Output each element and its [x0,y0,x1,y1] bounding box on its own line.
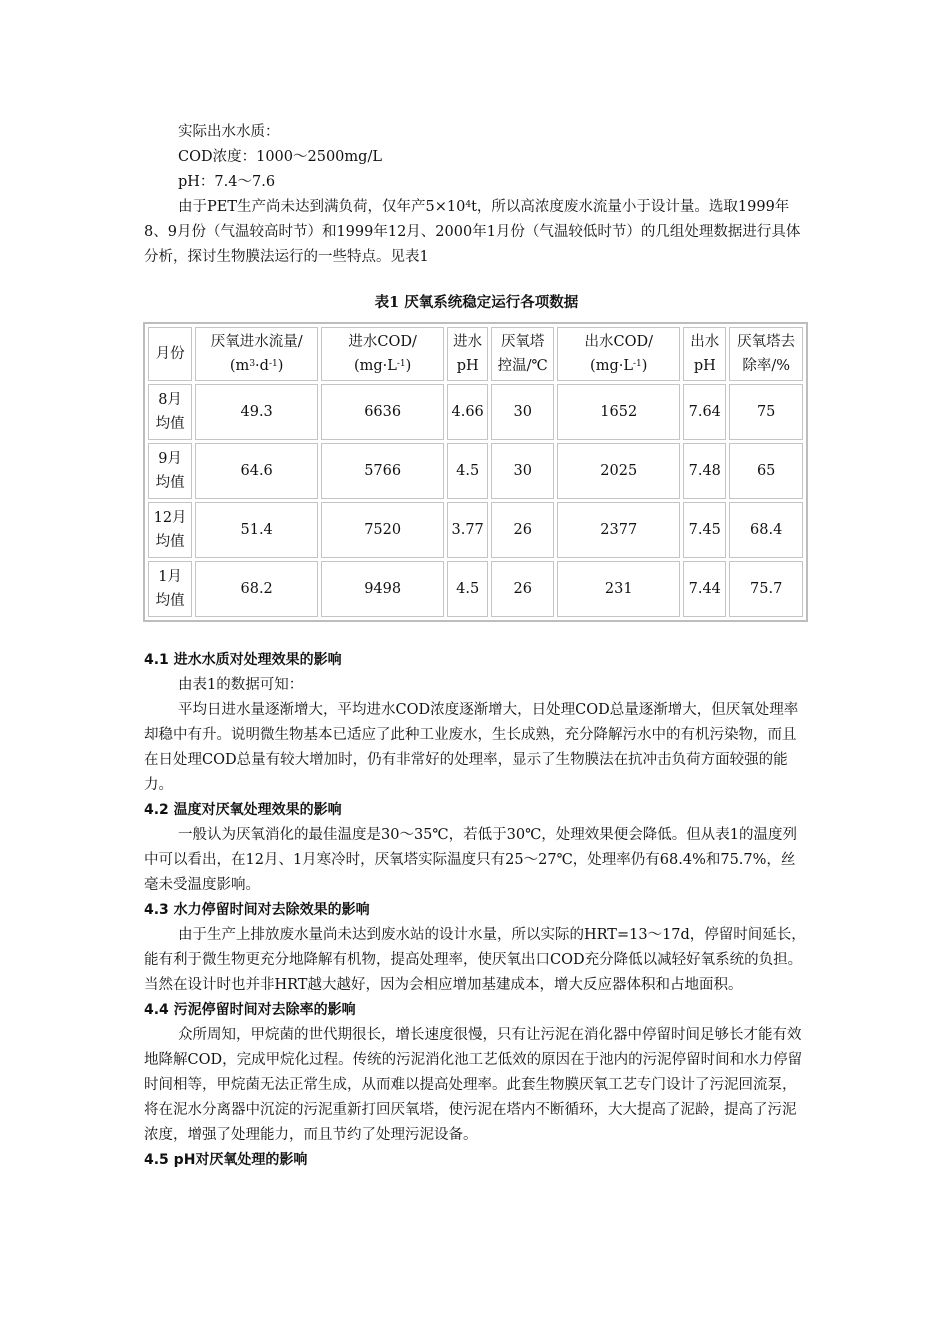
cell-month: 9月 均值 [148,443,192,499]
section-4-3-body: 由于生产上排放废水量尚未达到废水站的设计水量，所以实际的HRT=13～17d，停留时间延长，能有利于微生物更充分地降解有机物，提高处理率，使厌氧出口COD充分降低以减轻好氧系统的负担。当然在设计时也并非HRT越大越好，因为会相应增加基建成本，增大反应器体积和占地面积。 [144,927,806,993]
table-row [148,443,803,499]
header-cod-out: 出水COD/ $(mg\cdot L^{-1})$ [557,327,680,381]
cell-temp: 26 [491,561,554,617]
cell-ph-out: 7.45 [683,502,726,558]
cell-flow: 68.2 [195,561,318,617]
cell-month: 12月 均值 [148,502,192,558]
section-4-1-title: 4.1 进水水质对处理效果的影响 [144,652,342,668]
anaerobic-data-table [143,322,808,622]
section-4-5-title: 4.5 pH对厌氧处理的影响 [144,1152,308,1168]
cell-cod-out: 1652 [557,384,680,440]
cell-ph-in: 3.77 [447,502,488,558]
header-temperature: 厌氧塔 控温/℃ [491,327,554,381]
cell-cod-in: 5766 [321,443,444,499]
cell-month: 1月 均值 [148,561,192,617]
cell-cod-in: 9498 [321,561,444,617]
cell-rate: 75 [729,384,803,440]
cell-cod-out: 2025 [557,443,680,499]
cell-month: 8月 均值 [148,384,192,440]
header-removal-rate: 厌氧塔去 除率/% [729,327,803,381]
cell-rate: 75.7 [729,561,803,617]
intro-paragraph [144,195,809,270]
section-4-1-lead: 由表1的数据可知： [178,677,304,693]
section-4-4-body: 众所周知，甲烷菌的世代期很长，增长速度很慢，只有让污泥在消化器中停留时间足够长才能有效地降解COD，完成甲烷化过程。传统的污泥消化池工艺低效的原因在于池内的污泥停留时间和水力停留时间相等，甲烷菌无法正常生成，从而难以提高处理率。此套生物膜厌氧工艺专门设计了污泥回流泵，将在泥水分离器中沉淀的污泥重新打回厌氧塔，使污泥在塔内不断循环，大大提高了泥龄，提高了污泥浓度，增强了处理能力，而且节约了处理污泥设备。 [144,1027,803,1143]
cell-temp: 30 [491,443,554,499]
header-ph-in: 进水 pH [447,327,488,381]
cell-temp: 30 [491,384,554,440]
effluent-quality-label: 实际出水水质： [178,124,280,140]
header-cod-in: 进水COD/ $(mg\cdot L^{-1})$ [321,327,444,381]
cell-ph-out: 7.48 [683,443,726,499]
cell-rate: 68.4 [729,502,803,558]
header-inflow: 厌氧进水流量/ $(m^3\cdot d^{-1})$ [195,327,318,381]
table-caption: 表1 厌氧系统稳定运行各项数据 [374,294,579,311]
table-row [148,384,803,440]
intro-text-b: t，所以高浓度废水流量小于设计量。选取1999年8、9月份（气温较高时节）和1999年12月、2000年1月份（气温较低时节）的几组处理数据进行具体分析，探讨生物膜法运行的一些特点。见表1 [144,199,801,265]
cell-ph-out: 7.44 [683,561,726,617]
section-4-3-title: 4.3 水力停留时间对去除效果的影响 [144,902,370,918]
section-4-1-body: 平均日进水量逐渐增大，平均进水COD浓度逐渐增大，日处理COD总量逐渐增大，但厌氧处理率却稳中有升。说明微生物基本已适应了此种工业废水，生长成熟，充分降解污水中的有机污染物，而且在日处理COD总量有较大增加时，仍有非常好的处理率，显示了生物膜法在抗冲击负荷方面较强的能力。 [144,702,799,793]
table-header-row [148,327,803,381]
cell-cod-out: 2377 [557,502,680,558]
cell-cod-out: 231 [557,561,680,617]
cell-ph-in: 4.5 [447,443,488,499]
effluent-ph: pH：7.4～7.6 [178,174,276,190]
table-row [148,502,803,558]
header-month: 月份 [148,327,192,381]
cell-ph-in: 4.66 [447,384,488,440]
cell-ph-out: 7.64 [683,384,726,440]
section-4-2-title: 4.2 温度对厌氧处理效果的影响 [144,802,342,818]
document-page [144,120,809,1173]
effluent-cod: COD浓度：1000～2500mg/L [178,149,382,165]
cell-cod-in: 6636 [321,384,444,440]
header-ph-out: 出水 pH [683,327,726,381]
cell-flow: 64.6 [195,443,318,499]
intro-superscript: 4 [465,200,472,210]
table-row [148,561,803,617]
cell-ph-in: 4.5 [447,561,488,617]
cell-flow: 49.3 [195,384,318,440]
cell-temp: 26 [491,502,554,558]
cell-cod-in: 7520 [321,502,444,558]
section-4-2-body: 一般认为厌氧消化的最佳温度是30～35℃，若低于30℃，处理效果便会降低。但从表1的温度列中可以看出，在12月、1月寒冷时，厌氧塔实际温度只有25～27℃，处理率仍有68.4%和75.7%，丝毫未受温度影响。 [144,827,798,893]
cell-rate: 65 [729,443,803,499]
cell-flow: 51.4 [195,502,318,558]
intro-text-a: 由于PET生产尚未达到满负荷，仅年产5×10 [178,199,466,215]
section-4-4-title: 4.4 污泥停留时间对去除率的影响 [144,1002,356,1018]
